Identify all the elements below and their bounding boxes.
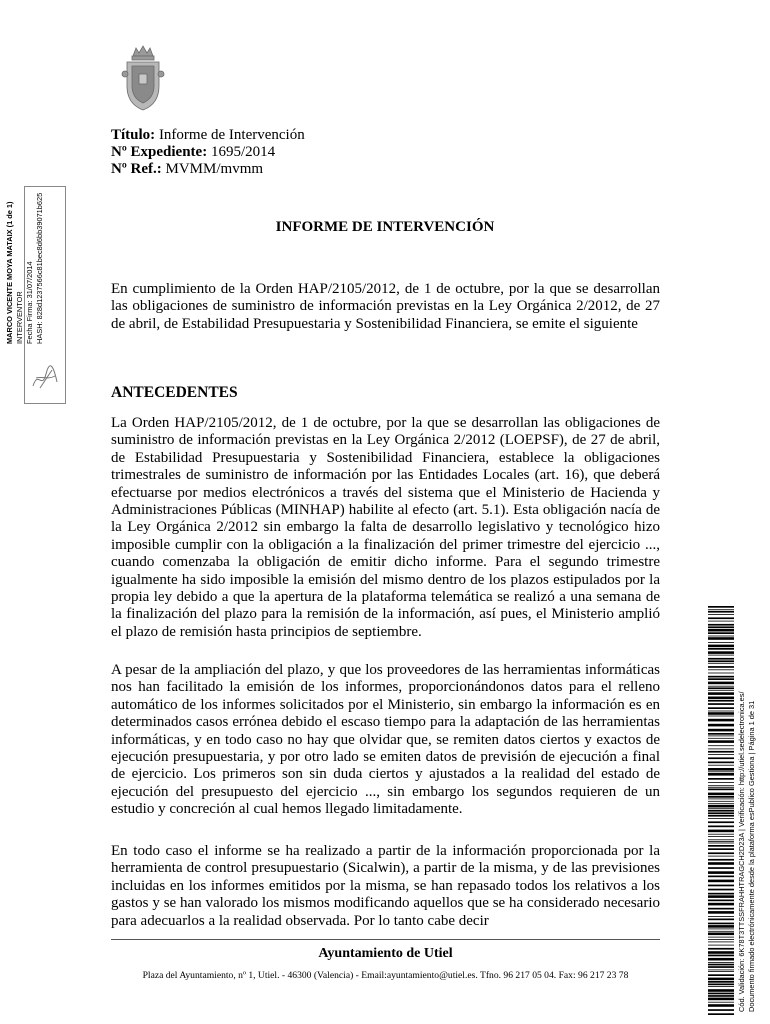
paragraph: En todo caso el informe se ha realizado a partir de la información proporcionada por la herramienta de control presupuestario (Sicalwin), a partir de la misma, y de las previsiones incluidas en los informes emitidos por la misma, se han repasado todos los relativos a los gastos y se han valorado los mismos modificando aquellos que se ha considerado necesario para adecuarlos a la realidad observada. Por lo tanto cabe decir [111, 843, 660, 929]
signature-hash: HASH: 828d1237566c81bec8d6bb39071b625 [35, 192, 44, 344]
signature-date: Fecha Firma: 31/07/2014 [25, 261, 34, 344]
signer-name: MARCO VICENTE MOYA MATAIX (1 de 1) [5, 201, 14, 344]
signature-details [5, 188, 45, 344]
footer-address: Plaza del Ayuntamiento, nº 1, Utiel. - 46300 (Valencia) - Email:ayuntamiento@utiel.es. Tfno. 96 217 05 04. Fax: 96 217 23 78 [142, 970, 629, 981]
document-metadata [111, 127, 305, 178]
reference-line: Nº Ref.: MVMM/mvmm [111, 161, 264, 177]
paragraph: La Orden HAP/2105/2012, de 1 de octubre, por la que se desarrollan las obligaciones de suministro de información previstas en la Ley Orgánica 2/2012 (LOEPSF), de 27 de abril, de Estabilidad Presupuestaria y Sostenibilidad Financiera, establece la obligaciones trimestrales de suministro de información por las Entidades Locales (art. 16), que deberá efectuarse por medios electrónicos a través del sistema que el Ministerio de Hacienda y Administraciones Públicas (MINHAP) habilite al efecto (art. 5.1). Esta obligación nacía de la Ley Orgánica 2/2012 sin embargo la falta de desarrollo legislativo y tecnológico hizo imposible cumplir con la obligación a la finalización del primer trimestre del ejercicio ..., cuando comenzaba la obligación de emitir dicho informe. Para el segundo trimestre igualmente ha sido imposible la emisión del mismo dentro de los plazos estipulados por la propia ley debido a que la apertura de la plataforma telemática se realizó a una semana de la finalización del plazo para la remisión de la información, así pues, el Ministerio amplió el plazo de remisión hasta principios de septiembre. [111, 415, 660, 640]
document-title: INFORME DE INTERVENCIÓN [275, 219, 495, 235]
expediente-line: Nº Expediente: 1695/2014 [111, 144, 276, 160]
handwritten-signature-icon [30, 364, 60, 392]
validation-code: Cód. Validación: 6K78T3TTSSFRAHHTRAGCH2D23A | Verificación: http://utiel.sedelectronica.es/ [737, 691, 746, 1012]
coat-of-arms-emblem [119, 44, 167, 112]
signer-role: INTERVENTOR [15, 291, 24, 344]
paragraph: A pesar de la ampliación del plazo, y que los proveedores de las herramientas informáticas nos han facilitado la emisión de los informes, proporcionándonos datos para el relleno automático de los informes solicitados por el Ministerio, sin embargo la información es en determinados casos errónea debido el escaso tiempo para la adaptación de las herramientas informáticas, y en todo caso no hay que olvidar que, se remiten datos ciertos y exactos de ejecución presupuestaria, y por otro lado se emiten datos de previsión de ejecución a final de ejercicio. Los primeros son sin duda ciertos y ajustados a la realidad del estado de ejecución del presupuesto del ejercicio ..., sin embargo los segundos requieren de un estudio y concreción al cual hemos llegado limitadamente. [111, 662, 660, 818]
footer-divider [111, 939, 660, 940]
signed-platform-note: Documento firmado electrónicamente desde la plataforma esPublico Gestiona | Página 1 de 31 [747, 700, 756, 1012]
intro-paragraph: En cumplimiento de la Orden HAP/2105/2012, de 1 de octubre, por la que se desarrollan las obligaciones de suministro de información previstas en la Ley Orgánica 2/2012, de 27 de abril, de Estabilidad Presupuestaria y Sostenibilidad Financiera, se emite el siguiente [111, 281, 660, 332]
verification-text [737, 608, 765, 1012]
barcode-icon [708, 606, 734, 1015]
footer-entity: Ayuntamiento de Utiel [318, 946, 453, 961]
title-line: Título: Informe de Intervención [111, 127, 305, 143]
section-heading: ANTECEDENTES [111, 384, 238, 401]
